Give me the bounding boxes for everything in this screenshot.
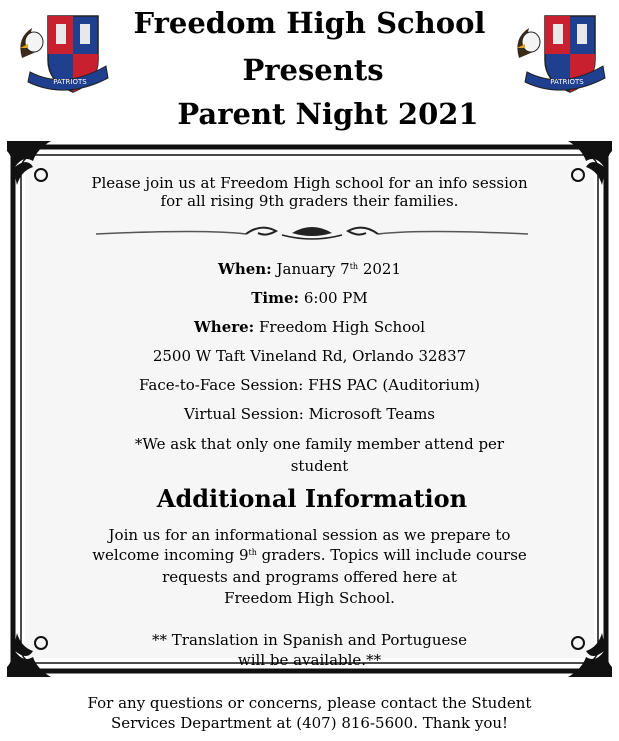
footer-line-1: For any questions or concerns, please contact the Student	[87, 694, 532, 712]
title-event-name: Parent Night 2021	[177, 97, 479, 131]
where-label: Where:	[193, 318, 255, 336]
crest-banner-text: PATRIOTS	[53, 78, 87, 86]
additional-line-1: Join us for an informational session as we prepare to	[108, 526, 511, 544]
time-row	[0, 289, 619, 307]
when-label: When:	[217, 260, 272, 278]
header	[0, 0, 619, 140]
footer-line-2: Services Department at (407) 816-5600. Thank you!	[110, 714, 509, 732]
title-school-name: Freedom High School	[133, 6, 486, 40]
ornamental-divider	[96, 219, 528, 245]
additional-line-2a: welcome incoming 9	[92, 546, 249, 564]
where-value: Freedom High School	[259, 318, 426, 336]
face-to-face-session: Face-to-Face Session: FHS PAC (Auditorium)	[139, 376, 480, 394]
attendance-note-line-2: student	[290, 457, 349, 475]
time-value: 6:00 PM	[303, 289, 368, 307]
time-label: Time:	[251, 289, 300, 307]
when-date: January 7	[276, 260, 350, 278]
additional-info-heading: Additional Information	[156, 484, 468, 513]
additional-line-2	[0, 546, 619, 564]
intro-line-1: Please join us at Freedom High school for an info session	[91, 174, 528, 192]
address-line: 2500 W Taft Vineland Rd, Orlando 32837	[152, 347, 467, 365]
when-row	[0, 260, 619, 278]
when-year: 2021	[362, 260, 402, 278]
when-date-suffix: th	[349, 262, 359, 271]
additional-line-4: Freedom High School.	[224, 589, 395, 607]
title-presents: Presents	[242, 53, 384, 87]
intro-line-2: for all rising 9th graders their families.	[160, 192, 459, 210]
attendance-note-line-1: *We ask that only one family member attend per	[134, 435, 505, 453]
additional-line-2b: graders. Topics will include course	[256, 546, 527, 564]
translation-line-2: will be available.**	[237, 651, 382, 669]
additional-line-3: requests and programs offered here at	[162, 568, 457, 586]
where-row	[0, 318, 619, 336]
translation-line-1: ** Translation in Spanish and Portuguese	[152, 631, 467, 649]
virtual-session: Virtual Session: Microsoft Teams	[183, 405, 435, 423]
additional-line-2-suffix: th	[248, 548, 257, 557]
crest-banner-text: PATRIOTS	[550, 78, 584, 86]
